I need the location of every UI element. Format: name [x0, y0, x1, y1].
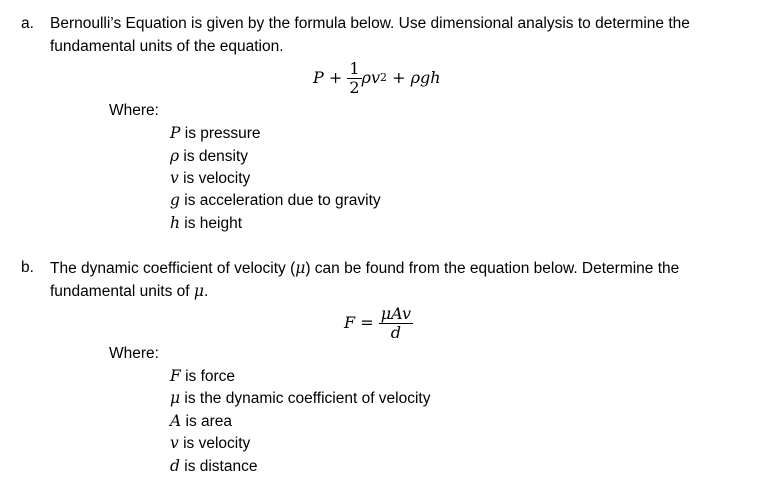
- definition-text: is the dynamic coefficient of velocity: [180, 390, 431, 407]
- definition-text: is force: [180, 368, 236, 385]
- eq-b-lhs-force: F: [344, 313, 356, 332]
- definition-text: is distance: [179, 458, 258, 475]
- definition-symbol: v: [170, 434, 179, 452]
- eq-b-fraction-denominator: d: [379, 323, 413, 342]
- part-a-definition-item: [170, 146, 248, 167]
- definition-symbol: A: [170, 412, 182, 430]
- part-a-question-line2: fundamental units of the equation.: [50, 38, 284, 55]
- definition-text: is pressure: [180, 125, 261, 142]
- definition-symbol: ρ: [170, 147, 180, 165]
- part-b-line1-post: ) can be found from the equation below. Determine the: [305, 260, 680, 277]
- part-b-definition-item: [170, 366, 235, 387]
- part-b-definition-item: [170, 411, 232, 432]
- definition-symbol: d: [170, 457, 180, 475]
- dynamic-coefficient-equation: [344, 300, 413, 346]
- part-a-definition-item: [170, 190, 381, 211]
- eq-a-term-rho-v: ρv: [361, 68, 380, 87]
- part-b-marker: b.: [21, 259, 34, 276]
- part-a-definition-item: [170, 168, 250, 189]
- definition-symbol: P: [170, 124, 181, 142]
- part-b-definition-item: [170, 433, 250, 454]
- eq-b-fraction: [379, 305, 413, 342]
- part-a-question-line1: Bernoulli’s Equation is given by the formula below. Use dimensional analysis to determine the: [50, 15, 690, 32]
- part-a-definition-item: [170, 213, 242, 234]
- definition-text: is density: [179, 148, 249, 165]
- part-b-line2-mu-symbol: μ: [193, 282, 204, 300]
- eq-b-fraction-numerator: μAv: [380, 303, 412, 323]
- part-b-definition-item: [170, 456, 257, 477]
- part-b-definition-item: [170, 388, 431, 409]
- eq-a-term-pressure: P: [313, 68, 324, 87]
- definition-text: is height: [179, 215, 243, 232]
- definition-text: is velocity: [178, 170, 251, 187]
- bernoulli-equation: P + $\frac{1}{2}$ ρv 2 + ρgh: [313, 58, 441, 97]
- part-a-definition-item: [170, 123, 261, 144]
- definition-text: is area: [181, 413, 233, 430]
- definition-text: is acceleration due to gravity: [179, 192, 381, 209]
- part-b-question-line1: [50, 258, 679, 279]
- part-a-where-label: Where:: [109, 102, 159, 119]
- definition-symbol: F: [170, 367, 181, 385]
- eq-a-plus-2: +: [386, 68, 411, 87]
- part-b-line2-post: .: [203, 283, 209, 300]
- eq-a-term-rho-g-h: ρgh: [410, 68, 441, 87]
- eq-a-half-fraction: [347, 60, 361, 97]
- part-b-line1-pre: The dynamic coefficient of velocity (: [50, 260, 296, 277]
- part-a-marker: a.: [21, 15, 34, 32]
- eq-a-fraction-numerator: 1: [349, 58, 360, 78]
- definition-symbol: v: [170, 169, 179, 187]
- eq-b-equals: =: [355, 313, 379, 332]
- definition-text: is velocity: [178, 435, 251, 452]
- definition-symbol: g: [170, 191, 180, 209]
- eq-a-plus-1: +: [323, 68, 348, 87]
- definition-symbol: μ: [170, 389, 181, 407]
- part-b-line1-mu-symbol: μ: [295, 259, 306, 277]
- part-b-where-label: Where:: [109, 345, 159, 362]
- part-b-line2-pre: fundamental units of: [50, 283, 194, 300]
- eq-a-fraction-denominator: 2: [349, 77, 360, 97]
- definition-symbol: h: [170, 214, 180, 232]
- part-b-question-line2: [50, 281, 208, 302]
